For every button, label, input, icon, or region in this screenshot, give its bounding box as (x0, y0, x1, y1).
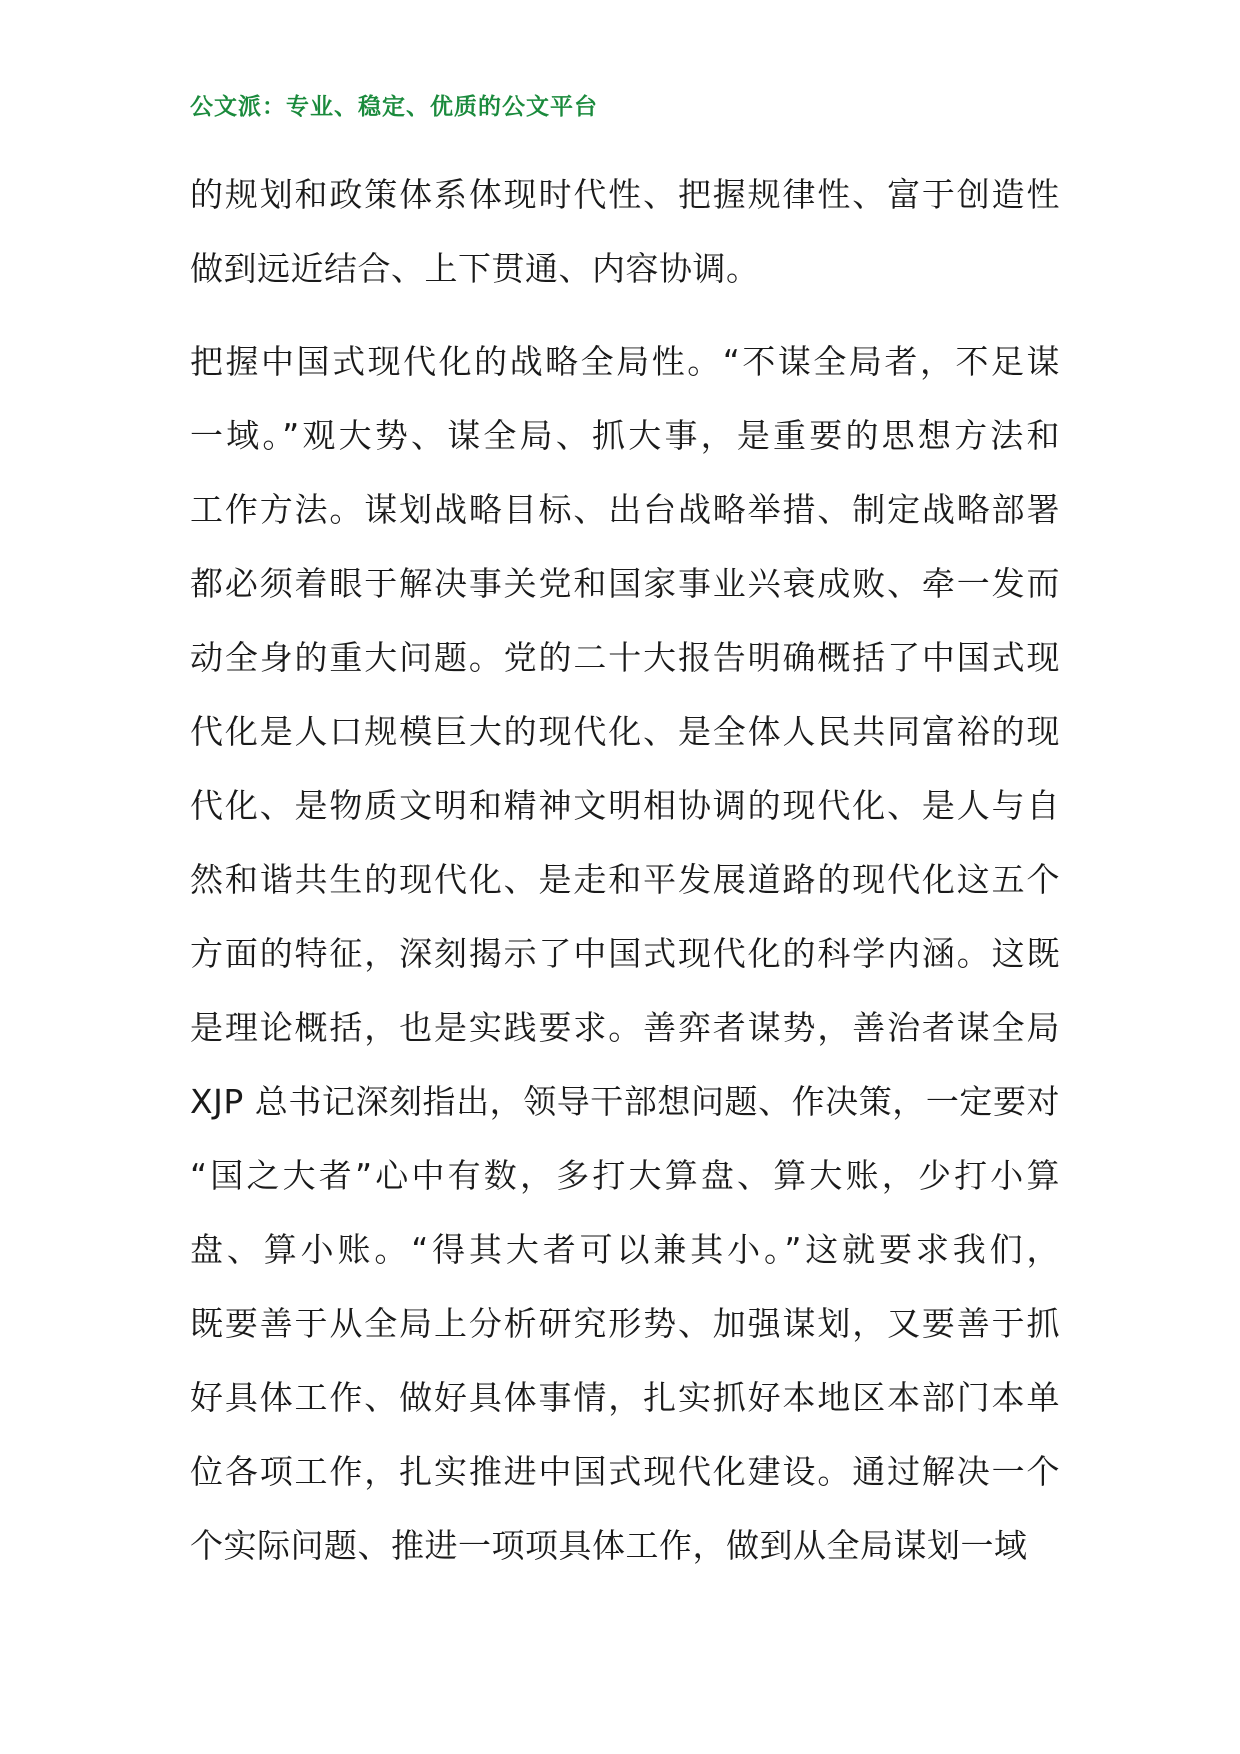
text-line: 盘、算小账。“得其大者可以兼其小。”这就要求我们， (190, 1230, 1060, 1269)
text-line: 的规划和政策体系体现时代性、把握规律性、富于创造性 (190, 175, 1060, 214)
text-line: 工作方法。谋划战略目标、出台战略举措、制定战略部署 (190, 490, 1060, 529)
text-line: 然和谐共生的现代化、是走和平发展道路的现代化这五个 (190, 860, 1060, 899)
text-line: 代化、是物质文明和精神文明相协调的现代化、是人与自 (190, 786, 1060, 825)
text-line: 动全身的重大问题。党的二十大报告明确概括了中国式现 (190, 638, 1060, 677)
text-line: XJP 总书记深刻指出，领导干部想问题、作决策，一定要对 (190, 1082, 1060, 1121)
text-line: 做到远近结合、上下贯通、内容协调。 (190, 249, 760, 288)
paragraph-2 (190, 325, 1060, 1583)
page-header: 公文派：专业、稳定、优质的公文平台 (190, 94, 598, 120)
text-line: 个实际问题、推进一项项具体工作，做到从全局谋划一域 (190, 1526, 1028, 1565)
text-line: 把握中国式现代化的战略全局性。“不谋全局者，不足谋 (190, 342, 1060, 381)
text-line: 既要善于从全局上分析研究形势、加强谋划，又要善于抓 (190, 1304, 1060, 1343)
text-line: 都必须着眼于解决事关党和国家事业兴衰成败、牵一发而 (190, 564, 1060, 603)
paragraph-1 (190, 158, 1060, 306)
text-line: “国之大者”心中有数，多打大算盘、算大账，少打小算 (190, 1156, 1060, 1195)
text-line: 好具体工作、做好具体事情，扎实抓好本地区本部门本单 (190, 1378, 1060, 1417)
text-line: 代化是人口规模巨大的现代化、是全体人民共同富裕的现 (190, 712, 1060, 751)
text-line: 一域。”观大势、谋全局、抓大事，是重要的思想方法和 (190, 416, 1060, 455)
text-line: 是理论概括，也是实践要求。善弈者谋势，善治者谋全局 (190, 1008, 1060, 1047)
text-line: 方面的特征，深刻揭示了中国式现代化的科学内涵。这既 (190, 934, 1060, 973)
text-line: 位各项工作，扎实推进中国式现代化建设。通过解决一个 (190, 1452, 1060, 1491)
